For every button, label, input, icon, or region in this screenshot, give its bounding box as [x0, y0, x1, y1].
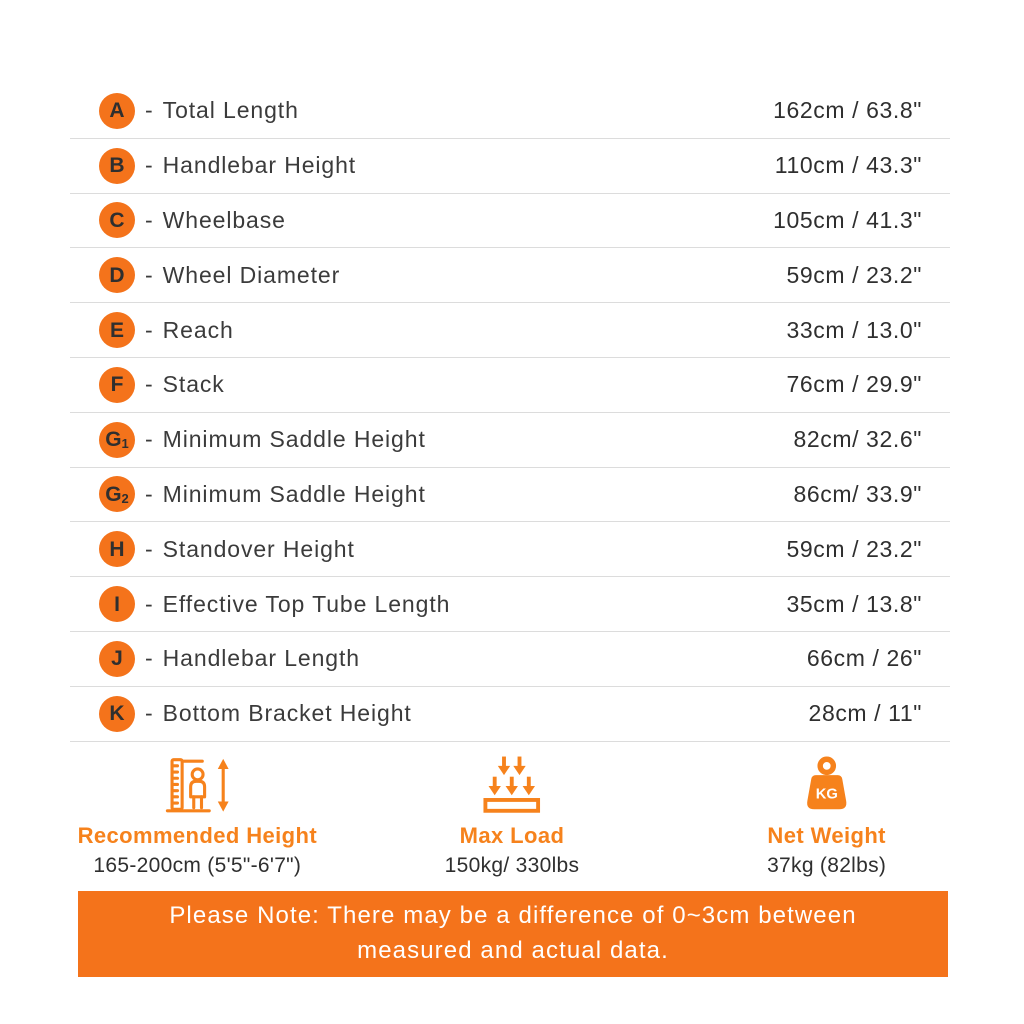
badge-d	[99, 257, 135, 293]
spec-row-wheelbase	[70, 194, 950, 249]
badge-i	[99, 586, 135, 622]
footer-stats	[0, 742, 1024, 878]
stat-label: Recommended Height	[77, 822, 318, 848]
stat-value: 165-200cm (5'5"-6'7")	[93, 853, 302, 877]
badge-letter: H	[109, 537, 125, 561]
badge-letter: G	[105, 428, 122, 452]
spec-label: Stack	[162, 371, 225, 398]
badge-a	[99, 93, 135, 129]
spec-row-wheel-diameter	[70, 248, 950, 303]
separator: -	[145, 535, 153, 562]
separator: -	[145, 645, 153, 672]
spec-label: Handlebar Length	[162, 645, 360, 672]
badge-k	[99, 696, 135, 732]
spec-label: Wheelbase	[162, 206, 286, 233]
spec-label: Minimum Saddle Height	[162, 426, 426, 453]
badge-letter: C	[109, 208, 125, 232]
badge-letter: G	[105, 482, 122, 506]
spec-label: Bottom Bracket Height	[162, 700, 412, 727]
note-banner	[78, 891, 948, 977]
separator: -	[145, 316, 153, 343]
spec-value: 33cm / 13.0"	[786, 316, 922, 343]
spec-row-min-saddle-height-2	[70, 468, 950, 523]
spec-value: 76cm / 29.9"	[786, 371, 922, 398]
stat-net-weight	[669, 755, 984, 878]
separator: -	[145, 152, 153, 179]
stat-recommended-height	[40, 755, 355, 878]
spec-label: Effective Top Tube Length	[162, 590, 451, 617]
height-measure-icon	[155, 755, 240, 817]
spec-value: 86cm/ 33.9"	[793, 480, 922, 507]
badge-g1	[99, 422, 135, 458]
spec-table	[70, 84, 950, 742]
spec-value: 59cm / 23.2"	[786, 261, 922, 288]
badge-g2	[99, 476, 135, 512]
spec-value: 110cm / 43.3"	[774, 152, 922, 179]
badge-c	[99, 202, 135, 238]
badge-subscript: 2	[121, 490, 129, 506]
badge-letter: J	[111, 647, 123, 671]
separator: -	[145, 371, 153, 398]
spec-value: 28cm / 11"	[808, 700, 922, 727]
spec-row-stack	[70, 358, 950, 413]
spec-label: Handlebar Height	[162, 152, 357, 179]
spec-label: Total Length	[162, 97, 299, 124]
spec-row-handlebar-length	[70, 632, 950, 687]
badge-subscript: 1	[121, 436, 129, 452]
spec-value: 82cm/ 32.6"	[793, 426, 922, 453]
kettlebell-icon	[788, 755, 866, 817]
badge-letter: E	[109, 318, 124, 342]
badge-letter: D	[109, 263, 125, 287]
kg-icon-text: KG	[815, 785, 838, 802]
badge-h	[99, 531, 135, 567]
badge-letter: B	[109, 154, 125, 178]
separator: -	[145, 206, 153, 233]
badge-letter: A	[109, 99, 125, 123]
spec-label: Minimum Saddle Height	[162, 480, 426, 507]
spec-row-reach	[70, 303, 950, 358]
badge-f	[99, 367, 135, 403]
stat-max-load	[355, 755, 670, 878]
spec-row-min-saddle-height-1	[70, 413, 950, 468]
stat-label: Net Weight	[767, 822, 886, 848]
spec-value: 162cm / 63.8"	[773, 97, 922, 124]
badge-letter: F	[110, 373, 124, 397]
spec-value: 35cm / 13.8"	[786, 590, 922, 617]
separator: -	[145, 261, 153, 288]
badge-letter: I	[114, 592, 120, 616]
spec-row-bottom-bracket-height	[70, 687, 950, 742]
separator: -	[145, 700, 153, 727]
note-banner-text: Please Note: There may be a difference of 0~3cm between measured and actual data.	[169, 901, 857, 964]
badge-e	[99, 312, 135, 348]
separator: -	[145, 426, 153, 453]
spec-label: Reach	[162, 316, 234, 343]
badge-j	[99, 641, 135, 677]
spec-row-standover-height	[70, 522, 950, 577]
spec-row-total-length	[70, 84, 950, 139]
separator: -	[145, 97, 153, 124]
spec-label: Standover Height	[162, 535, 355, 562]
badge-letter: K	[109, 702, 125, 726]
spec-sheet-page	[0, 84, 1024, 1024]
max-load-icon	[473, 755, 551, 817]
spec-value: 66cm / 26"	[806, 645, 922, 672]
spec-row-effective-top-tube-length	[70, 577, 950, 632]
spec-label: Wheel Diameter	[162, 261, 341, 288]
badge-b	[99, 148, 135, 184]
spec-row-handlebar-height	[70, 139, 950, 194]
spec-value: 59cm / 23.2"	[786, 535, 922, 562]
stat-value: 150kg/ 330lbs	[444, 853, 580, 877]
separator: -	[145, 590, 153, 617]
stat-label: Max Load	[459, 822, 565, 848]
spec-value: 105cm / 41.3"	[773, 206, 922, 233]
stat-value: 37kg (82lbs)	[767, 853, 887, 877]
separator: -	[145, 480, 153, 507]
